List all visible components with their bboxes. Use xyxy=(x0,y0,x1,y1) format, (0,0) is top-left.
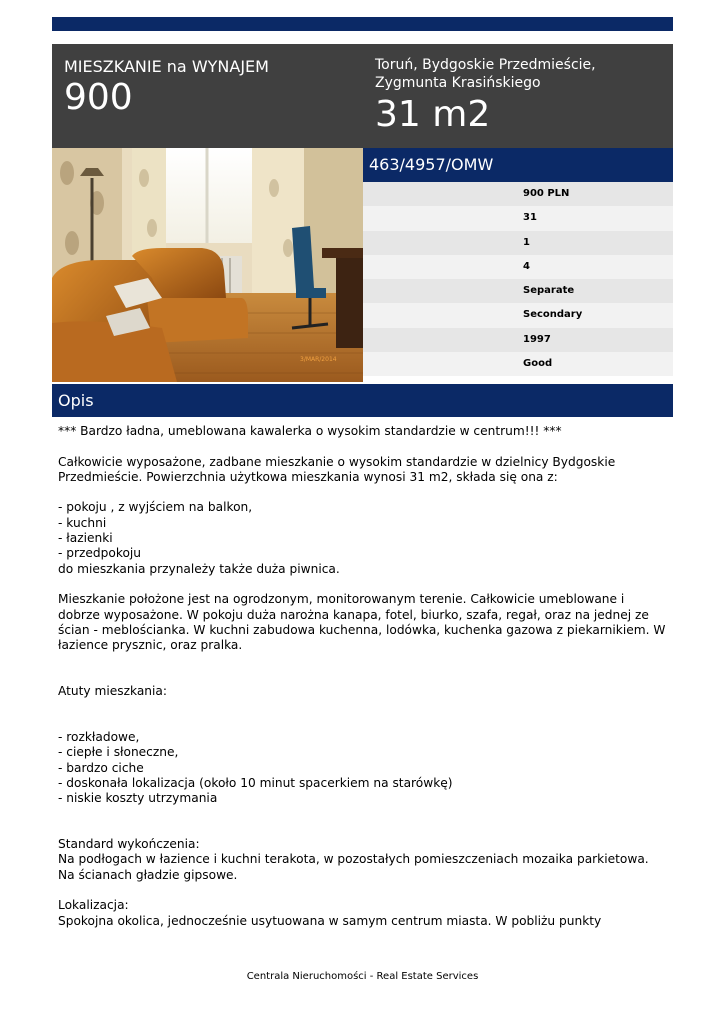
localization-text: Spokojna okolica, jednocześnie usytuowana w samym centrum miasta. W pobliżu punkty xyxy=(58,913,602,928)
asset-item: - doskonała lokalizacja (około 10 minut spacerkiem na starówkę) xyxy=(58,775,453,790)
room-item: - łazienki xyxy=(58,531,113,546)
detail-row xyxy=(363,255,673,279)
area: 31 m2 xyxy=(375,94,491,135)
finish-title: Standard wykończenia: xyxy=(58,837,200,852)
price: 900 xyxy=(64,77,133,118)
listing-reference: 463/4957/OMW xyxy=(363,148,673,182)
offer-type: MIESZKANIE na WYNAJEM xyxy=(64,57,269,76)
detail-row xyxy=(363,206,673,230)
asset-item: - ciepłe i słoneczne, xyxy=(58,745,179,760)
desc-headline: *** Bardzo ładna, umeblowana kawalerka o wysokim standardzie w centrum!!! *** xyxy=(58,424,562,438)
detail-market: Secondary xyxy=(523,309,583,321)
detail-row xyxy=(363,279,673,303)
localization-title: Lokalizacja: xyxy=(58,898,129,913)
room-item: - pokoju , z wyjściem na balkon, xyxy=(58,500,253,515)
details-table xyxy=(363,182,673,376)
room-item: - przedpokoju xyxy=(58,546,142,561)
description-heading: Opis xyxy=(52,384,673,417)
asset-item: - rozkładowe, xyxy=(58,729,140,744)
location xyxy=(375,56,665,92)
detail-year: 1997 xyxy=(523,333,551,345)
photo-date-stamp: 3/MAR/2014 xyxy=(300,356,337,363)
location-line-2: Zygmunta Krasińskiego xyxy=(375,75,541,91)
finish-text: Na podłogach w łazience i kuchni terakota, w pozostałych pomieszczeniach mozaika parkietowa. Na ścianach gładzie gipsowe. xyxy=(58,852,649,882)
detail-row xyxy=(363,328,673,352)
detail-row xyxy=(363,182,673,206)
detail-row xyxy=(363,352,673,376)
listing-header xyxy=(52,44,673,148)
apartment-photo xyxy=(52,148,363,382)
detail-rooms: 1 xyxy=(523,236,530,248)
detail-price: 900 PLN xyxy=(523,188,570,199)
asset-item: - bardzo ciche xyxy=(58,760,144,775)
desc-cellar: do mieszkania przynależy także duża piwnica. xyxy=(58,561,340,576)
detail-kitchen: Separate xyxy=(523,285,575,297)
detail-condition: Good xyxy=(523,358,553,370)
detail-floor: 4 xyxy=(523,260,530,272)
description-body xyxy=(58,424,668,929)
detail-row xyxy=(363,303,673,327)
footer-agency: Centrala Nieruchomości - Real Estate Services xyxy=(246,971,479,982)
desc-intro: Całkowicie wyposażone, zadbane mieszkanie o wysokim standardzie w dzielnicy Bydgoskie Przedmieście. Powierzchnia użytkowa mieszkania wynosi 31 m2, składa się ona z: xyxy=(58,454,616,484)
assets-title: Atuty mieszkania: xyxy=(58,684,167,699)
detail-row xyxy=(363,231,673,255)
desc-location-text: Mieszkanie położone jest na ogrodzonym, monitorowanym terenie. Całkowicie umeblowane i dobrze wyposażone. W pokoju duża narożna kanapa, fotel, biurko, szafa, regał, oraz na jednej ze ścian - meblościanka. W kuchni zabudowa kuchenna, lodówka, kuchenka gazowa z piekarnikiem. W łazience prysznic, oraz pralka. xyxy=(58,592,666,653)
top-accent-bar xyxy=(52,17,673,31)
asset-item: - niskie koszty utrzymania xyxy=(58,791,218,806)
detail-area: 31 xyxy=(523,212,537,224)
location-line-1: Toruń, Bydgoskie Przedmieście, xyxy=(375,57,596,73)
room-item: - kuchni xyxy=(58,515,107,530)
